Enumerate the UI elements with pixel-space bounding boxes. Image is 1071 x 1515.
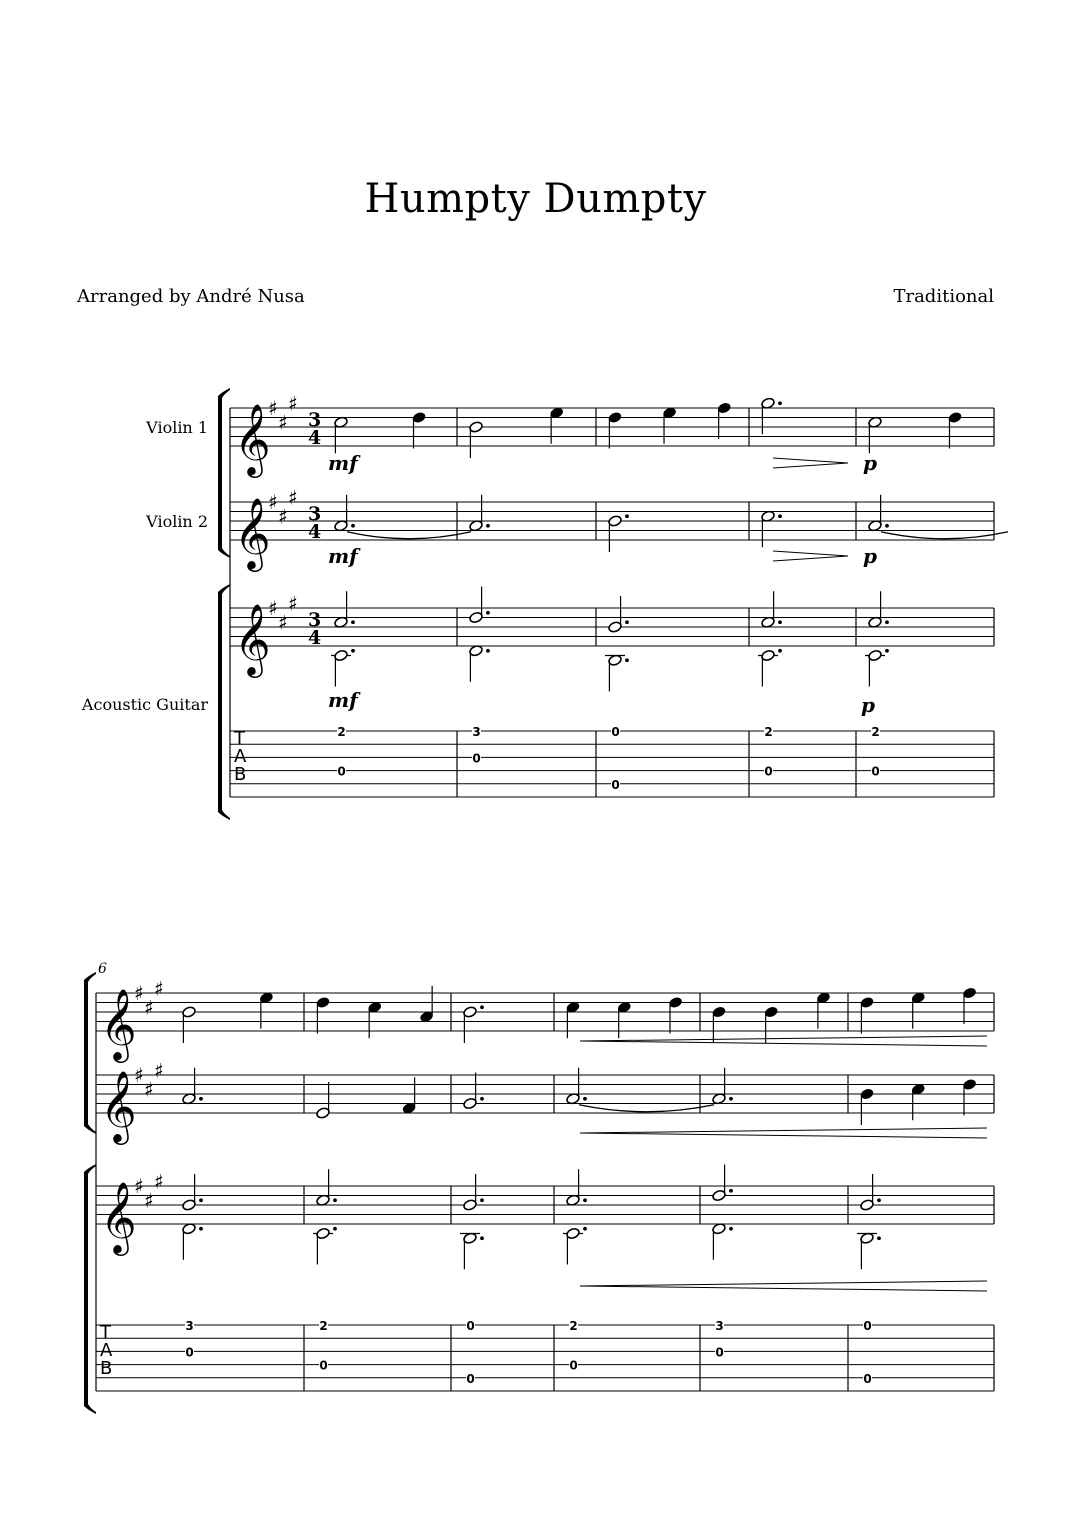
sharp-icon: ♯ bbox=[278, 610, 288, 635]
treble-clef-icon: 𝄞 bbox=[234, 496, 271, 569]
hairpin-line bbox=[580, 1281, 987, 1286]
composer-credit: Traditional bbox=[893, 286, 994, 307]
bracket-bar bbox=[84, 1172, 88, 1406]
tab-fret-number: 0 bbox=[569, 1358, 578, 1373]
guitar-bracket bbox=[218, 584, 230, 820]
augmentation-dot bbox=[351, 620, 355, 624]
hairpin-line bbox=[580, 1128, 987, 1133]
hairpin-line bbox=[773, 463, 848, 468]
bracket-hook-bottom bbox=[218, 810, 230, 820]
violins-bracket bbox=[84, 972, 96, 1134]
tab-fret-number: 2 bbox=[569, 1319, 578, 1333]
violin1-notes bbox=[182, 991, 274, 1043]
hairpin-line bbox=[580, 1133, 987, 1138]
time-signature-upper: 3 bbox=[308, 609, 322, 631]
dynamic-mf: mf bbox=[328, 451, 358, 475]
augmentation-dot bbox=[333, 1227, 337, 1231]
sharp-icon: ♯ bbox=[278, 504, 288, 529]
augmentation-dot bbox=[480, 1005, 484, 1009]
bracket-hook-bottom bbox=[84, 1404, 96, 1414]
violin1-notes bbox=[469, 406, 564, 458]
violin1-notes bbox=[860, 987, 977, 1034]
sharp-icon: ♯ bbox=[268, 396, 278, 420]
measure bbox=[758, 397, 782, 779]
augmentation-dot bbox=[885, 649, 889, 653]
time-signature-lower: 4 bbox=[308, 427, 322, 449]
violin1-staff bbox=[96, 976, 994, 1063]
treble-clef-icon: 𝄞 bbox=[100, 1180, 137, 1253]
tab-fret-number: 0 bbox=[611, 725, 620, 739]
tab-numbers bbox=[185, 1319, 194, 1359]
sharp-icon: ♯ bbox=[154, 1169, 164, 1194]
tie bbox=[579, 1105, 714, 1112]
augmentation-dot bbox=[729, 1227, 733, 1231]
augmentation-dot bbox=[885, 524, 889, 528]
time-signature-upper: 3 bbox=[308, 409, 322, 431]
hairpin-line bbox=[580, 1036, 987, 1041]
augmentation-dot bbox=[885, 620, 889, 624]
tab-clef-letter: A bbox=[234, 746, 247, 767]
violin2-notes bbox=[182, 1068, 203, 1105]
hairpin-line bbox=[773, 458, 848, 463]
time-signature-lower: 4 bbox=[308, 627, 322, 649]
tab-fret-number: 0 bbox=[466, 1371, 475, 1386]
augmentation-dot bbox=[480, 1198, 484, 1202]
arranger-credit: Arranged by André Nusa bbox=[77, 286, 305, 307]
diminuendo-hairpin bbox=[773, 458, 848, 468]
violin2-staff bbox=[96, 1058, 994, 1145]
augmentation-dot bbox=[583, 1198, 587, 1202]
tab-fret-number: 0 bbox=[466, 1319, 475, 1333]
violin2-notes bbox=[463, 1073, 484, 1110]
guitar-notes bbox=[313, 1169, 337, 1264]
guitar-notes bbox=[605, 596, 629, 691]
tab-numbers bbox=[319, 1319, 328, 1373]
bracket-hook-top bbox=[84, 972, 96, 982]
diminuendo-hairpin bbox=[773, 551, 848, 561]
augmentation-dot bbox=[351, 524, 355, 528]
tab-fret-number: 3 bbox=[185, 1319, 194, 1333]
violin1-label: Violin 1 bbox=[146, 418, 208, 437]
augmentation-dot bbox=[778, 620, 782, 624]
violin1-notes bbox=[608, 402, 732, 449]
augmentation-dot bbox=[778, 649, 782, 653]
measure bbox=[313, 986, 434, 1373]
tab-clef-letter: A bbox=[100, 1340, 113, 1361]
violin1-notes bbox=[463, 1005, 484, 1043]
augmentation-dot bbox=[729, 1189, 733, 1193]
tab-fret-number: 2 bbox=[319, 1319, 328, 1333]
measure bbox=[563, 996, 714, 1372]
violin2-notes bbox=[712, 1068, 733, 1105]
guitar-notes bbox=[331, 591, 355, 686]
augmentation-dot bbox=[877, 1236, 881, 1240]
augmentation-dot bbox=[625, 620, 629, 624]
dynamic-mf: mf bbox=[328, 544, 358, 568]
system-2 bbox=[96, 961, 994, 1391]
tab-numbers bbox=[764, 725, 773, 779]
guitar-bracket bbox=[84, 1164, 96, 1414]
sharp-icon: ♯ bbox=[134, 981, 144, 1005]
augmentation-dot bbox=[583, 1097, 587, 1101]
tab-numbers bbox=[871, 725, 880, 779]
time-signature-upper: 3 bbox=[308, 503, 322, 525]
bracket-hook-bottom bbox=[84, 1124, 96, 1134]
tab-fret-number: 0 bbox=[611, 777, 620, 792]
tab-numbers bbox=[715, 1319, 724, 1359]
sharp-icon: ♯ bbox=[134, 1063, 144, 1087]
score-title: Humpty Dumpty bbox=[364, 176, 707, 222]
tab-clef-letter: T bbox=[100, 1322, 111, 1343]
guitar-notes bbox=[712, 1165, 733, 1260]
sharp-icon: ♯ bbox=[278, 410, 288, 435]
augmentation-dot bbox=[351, 649, 355, 653]
tab-clef-letter: T bbox=[234, 728, 245, 749]
violin2-notes bbox=[860, 1078, 977, 1125]
tab-clef-letter: B bbox=[100, 1358, 113, 1379]
tab-fret-number: 2 bbox=[337, 725, 346, 739]
sharp-icon: ♯ bbox=[144, 1077, 154, 1102]
tab-clef-letter: B bbox=[234, 764, 247, 785]
hairpin-line bbox=[580, 1286, 987, 1291]
dynamic-p: p bbox=[861, 693, 875, 717]
tab-fret-number: 0 bbox=[871, 764, 880, 779]
bracket-bar bbox=[84, 980, 88, 1126]
hairpin-line bbox=[773, 556, 848, 561]
violin2-label: Violin 2 bbox=[146, 512, 208, 531]
sharp-icon: ♯ bbox=[154, 976, 164, 1001]
tab-fret-number: 2 bbox=[871, 725, 880, 739]
sharp-icon: ♯ bbox=[288, 591, 298, 616]
violin1-notes bbox=[761, 397, 782, 434]
sharp-icon: ♯ bbox=[288, 485, 298, 510]
violin2-notes bbox=[469, 495, 490, 532]
tab-fret-number: 0 bbox=[319, 1358, 328, 1373]
tie bbox=[347, 532, 471, 539]
bracket-hook-top bbox=[218, 388, 230, 398]
tab-fret-number: 0 bbox=[863, 1319, 872, 1333]
augmentation-dot bbox=[199, 1097, 203, 1101]
sharp-icon: ♯ bbox=[154, 1058, 164, 1083]
violin2-notes bbox=[868, 495, 1008, 539]
tab-fret-number: 0 bbox=[715, 1345, 724, 1360]
tab-fret-number: 0 bbox=[185, 1345, 194, 1360]
augmentation-dot bbox=[486, 611, 490, 615]
tab-numbers bbox=[611, 725, 620, 792]
tab-fret-number: 0 bbox=[764, 764, 773, 779]
tab-fret-number: 3 bbox=[472, 725, 481, 739]
augmentation-dot bbox=[625, 514, 629, 518]
dynamic-mf: mf bbox=[328, 688, 358, 712]
sharp-icon: ♯ bbox=[144, 1188, 154, 1213]
violin2-notes bbox=[608, 514, 629, 552]
measure bbox=[182, 991, 274, 1359]
dynamic-p: p bbox=[863, 544, 877, 568]
tab-numbers bbox=[466, 1319, 475, 1386]
guitar-notes bbox=[563, 1169, 587, 1264]
guitar-notes bbox=[469, 587, 490, 682]
bracket-bar bbox=[218, 396, 222, 550]
sharp-icon: ♯ bbox=[134, 1174, 144, 1198]
guitar-notes bbox=[182, 1174, 203, 1260]
augmentation-dot bbox=[480, 1097, 484, 1101]
violin2-notes bbox=[334, 495, 471, 539]
tab-numbers bbox=[337, 725, 346, 779]
guitar-notes bbox=[460, 1174, 484, 1269]
augmentation-dot bbox=[729, 1097, 733, 1101]
augmentation-dot bbox=[333, 1198, 337, 1202]
crescendo-hairpin bbox=[580, 1036, 987, 1046]
time-signature-lower: 4 bbox=[308, 521, 322, 543]
measure-number: 6 bbox=[98, 961, 107, 977]
augmentation-dot bbox=[625, 658, 629, 662]
bracket-hook-top bbox=[218, 584, 230, 594]
tab-fret-number: 2 bbox=[764, 725, 773, 739]
augmentation-dot bbox=[778, 514, 782, 518]
augmentation-dot bbox=[480, 1236, 484, 1240]
guitar-label: Acoustic Guitar bbox=[81, 695, 208, 714]
tie bbox=[881, 532, 1008, 539]
guitar-notes bbox=[758, 591, 782, 686]
augmentation-dot bbox=[583, 1227, 587, 1231]
augmentation-dot bbox=[486, 649, 490, 653]
treble-clef-icon: 𝄞 bbox=[100, 1069, 137, 1142]
augmentation-dot bbox=[199, 1198, 203, 1202]
guitar-notes bbox=[865, 591, 889, 686]
violin2-notes bbox=[761, 510, 782, 547]
crescendo-hairpin bbox=[580, 1128, 987, 1138]
augmentation-dot bbox=[778, 401, 782, 405]
tab-fret-number: 0 bbox=[863, 1371, 872, 1386]
tab-numbers bbox=[569, 1319, 578, 1373]
sharp-icon: ♯ bbox=[144, 995, 154, 1020]
sharp-icon: ♯ bbox=[268, 596, 278, 620]
dynamic-p: p bbox=[863, 451, 877, 475]
hairpin-line bbox=[773, 551, 848, 556]
tab-numbers bbox=[472, 725, 481, 765]
hairpin-line bbox=[580, 1041, 987, 1046]
augmentation-dot bbox=[199, 1227, 203, 1231]
bracket-hook-bottom bbox=[218, 548, 230, 558]
sharp-icon: ♯ bbox=[268, 490, 278, 514]
guitar-staff bbox=[96, 1169, 994, 1256]
augmentation-dot bbox=[486, 524, 490, 528]
augmentation-dot bbox=[877, 1198, 881, 1202]
treble-clef-icon: 𝄞 bbox=[100, 987, 137, 1060]
measure bbox=[865, 411, 1008, 778]
sharp-icon: ♯ bbox=[288, 391, 298, 416]
bracket-bar bbox=[218, 592, 222, 812]
bracket-hook-top bbox=[84, 1164, 96, 1174]
measure bbox=[712, 991, 831, 1359]
guitar-tab-staff bbox=[96, 1322, 994, 1391]
tab-fret-number: 3 bbox=[715, 1319, 724, 1333]
violins-bracket bbox=[218, 388, 230, 558]
treble-clef-icon: 𝄞 bbox=[234, 602, 271, 675]
tab-fret-number: 0 bbox=[472, 751, 481, 766]
violin1-notes bbox=[712, 991, 831, 1043]
tab-numbers bbox=[863, 1319, 872, 1386]
violin2-notes bbox=[566, 1068, 714, 1112]
measure bbox=[605, 402, 732, 792]
guitar-notes bbox=[857, 1174, 881, 1269]
crescendo-hairpin bbox=[580, 1281, 987, 1291]
treble-clef-icon: 𝄞 bbox=[234, 402, 271, 475]
tab-fret-number: 0 bbox=[337, 764, 346, 779]
measure bbox=[469, 406, 564, 765]
